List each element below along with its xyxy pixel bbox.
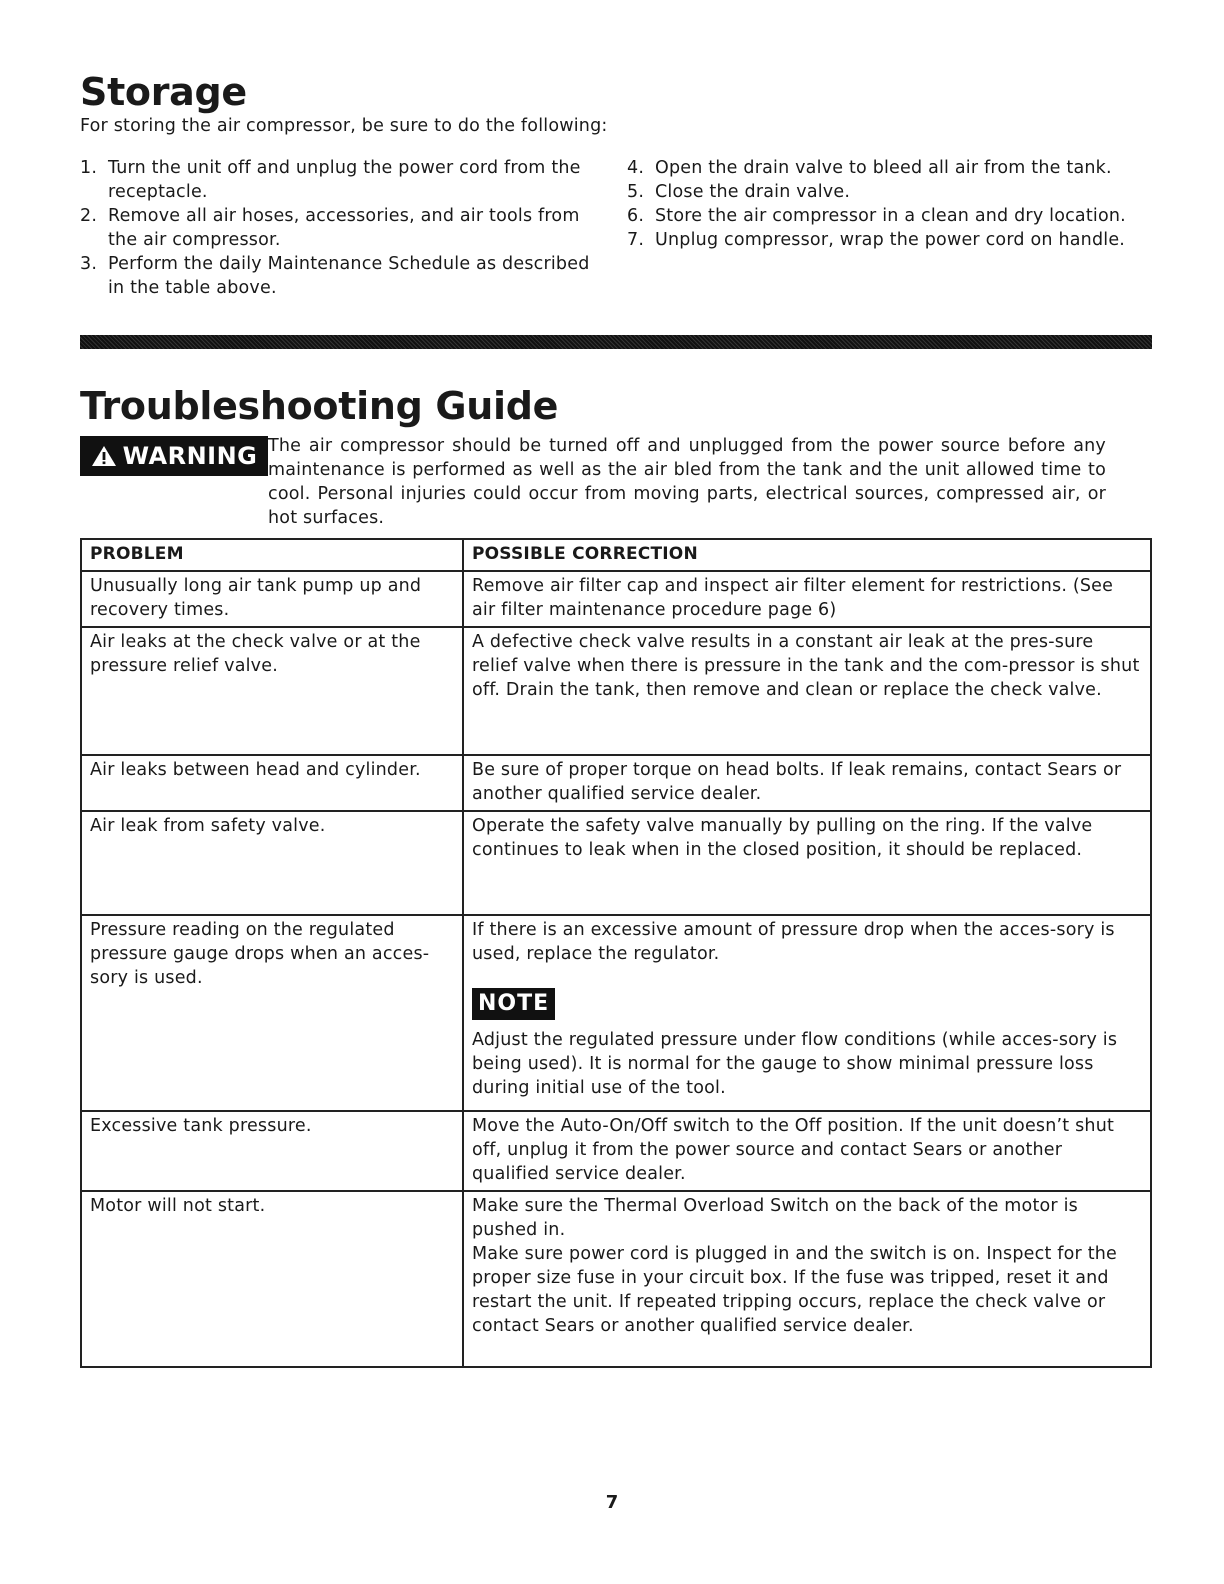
step-text: Remove all air hoses, accessories, and air tools from the air compressor. [108,206,580,250]
step-number: 4. [627,158,645,178]
storage-step [627,156,1152,180]
correction-cell: Operate the safety valve manually by pulling on the ring. If the valve continues to leak when in the closed position, it should be replaced. [463,811,1151,915]
warning-text: The air compressor should be turned off and unplugged from the power source before any maintenance is performed as well as the air bled from the tank and the unit allowed time to cool. Personal injuries could occur from moving parts, electrical sources, compressed air, or hot surfaces. [268,436,1106,528]
section-divider [80,335,1152,349]
correction-text: If there is an excessive amount of pressure drop when the acces-sory is used, replace the regulator. [472,920,1115,964]
storage-step [80,204,605,252]
storage-step [627,228,1152,252]
step-number: 5. [627,182,645,202]
correction-cell: Be sure of proper torque on head bolts. If leak remains, contact Sears or another qualified service dealer. [463,755,1151,811]
problem-cell: Air leaks between head and cylinder. [81,755,463,811]
problem-cell: Air leak from safety valve. [81,811,463,915]
table-header-row [81,539,1151,571]
storage-title: Storage [80,70,247,114]
step-number: 1. [80,158,98,178]
storage-step [627,204,1152,228]
step-number: 3. [80,254,98,274]
page-number: 7 [605,1492,619,1513]
storage-steps-right [605,156,1152,300]
storage-step [627,180,1152,204]
step-text: Close the drain valve. [655,182,851,202]
note-badge: NOTE [472,988,555,1020]
correction-cell [463,1191,1151,1367]
problem-cell: Pressure reading on the regulated pressure gauge drops when an acces-sory is used. [81,915,463,1111]
warning-triangle-icon [91,445,117,467]
table-row [81,1191,1151,1367]
step-number: 7. [627,230,645,250]
table-row [81,915,1151,1111]
correction-cell [463,915,1151,1111]
table-row [81,571,1151,627]
storage-intro: For storing the air compressor, be sure to do the following: [80,116,608,136]
correction-text: Make sure the Thermal Overload Switch on the back of the motor is pushed in. [472,1196,1078,1240]
storage-step [80,252,605,300]
storage-steps-left [80,156,605,300]
correction-cell: Move the Auto-On/Off switch to the Off position. If the unit doesn’t shut off, unplug it from the power source and contact Sears or another qualified service dealer. [463,1111,1151,1191]
problem-cell: Air leaks at the check valve or at the pressure relief valve. [81,627,463,755]
warning-badge [80,436,268,476]
storage-step [80,156,605,204]
warning-block [80,434,1152,530]
warning-label: WARNING [122,442,258,470]
storage-section [80,70,1152,300]
troubleshooting-table [80,538,1152,1368]
step-text: Store the air compressor in a clean and dry location. [655,206,1126,226]
note-text: Adjust the regulated pressure under flow conditions (while acces-sory is being used). It is normal for the gauge to show minimal pressure loss during initial use of the tool. [472,1030,1118,1098]
header-problem: PROBLEM [81,539,463,571]
storage-steps [80,156,1152,300]
step-text: Open the drain valve to bleed all air from the tank. [655,158,1112,178]
table-row [81,1111,1151,1191]
step-text: Perform the daily Maintenance Schedule as described in the table above. [108,254,590,298]
troubleshooting-section [80,384,1152,530]
table-row [81,811,1151,915]
correction-cell: Remove air filter cap and inspect air filter element for restrictions. (See air filter maintenance procedure page 6) [463,571,1151,627]
correction-cell: A defective check valve results in a constant air leak at the pres-sure relief valve when there is pressure in the tank and the com-pressor is shut off. Drain the tank, then remove and clean or replace the check valve. [463,627,1151,755]
step-number: 2. [80,206,98,226]
step-number: 6. [627,206,645,226]
problem-cell: Excessive tank pressure. [81,1111,463,1191]
table-row [81,627,1151,755]
step-text: Unplug compressor, wrap the power cord on handle. [655,230,1126,250]
step-text: Turn the unit off and unplug the power cord from the receptacle. [108,158,581,202]
problem-cell: Motor will not start. [81,1191,463,1367]
table-row [81,755,1151,811]
header-correction: POSSIBLE CORRECTION [463,539,1151,571]
troubleshooting-title: Troubleshooting Guide [80,384,559,428]
problem-cell: Unusually long air tank pump up and recovery times. [81,571,463,627]
correction-text-2: Make sure power cord is plugged in and the switch is on. Inspect for the proper size fuse in your circuit box. If the fuse was tripped, reset it and restart the unit. If repeated tripping occurs, replace the check valve or contact Sears or another qualified service dealer. [472,1244,1118,1336]
